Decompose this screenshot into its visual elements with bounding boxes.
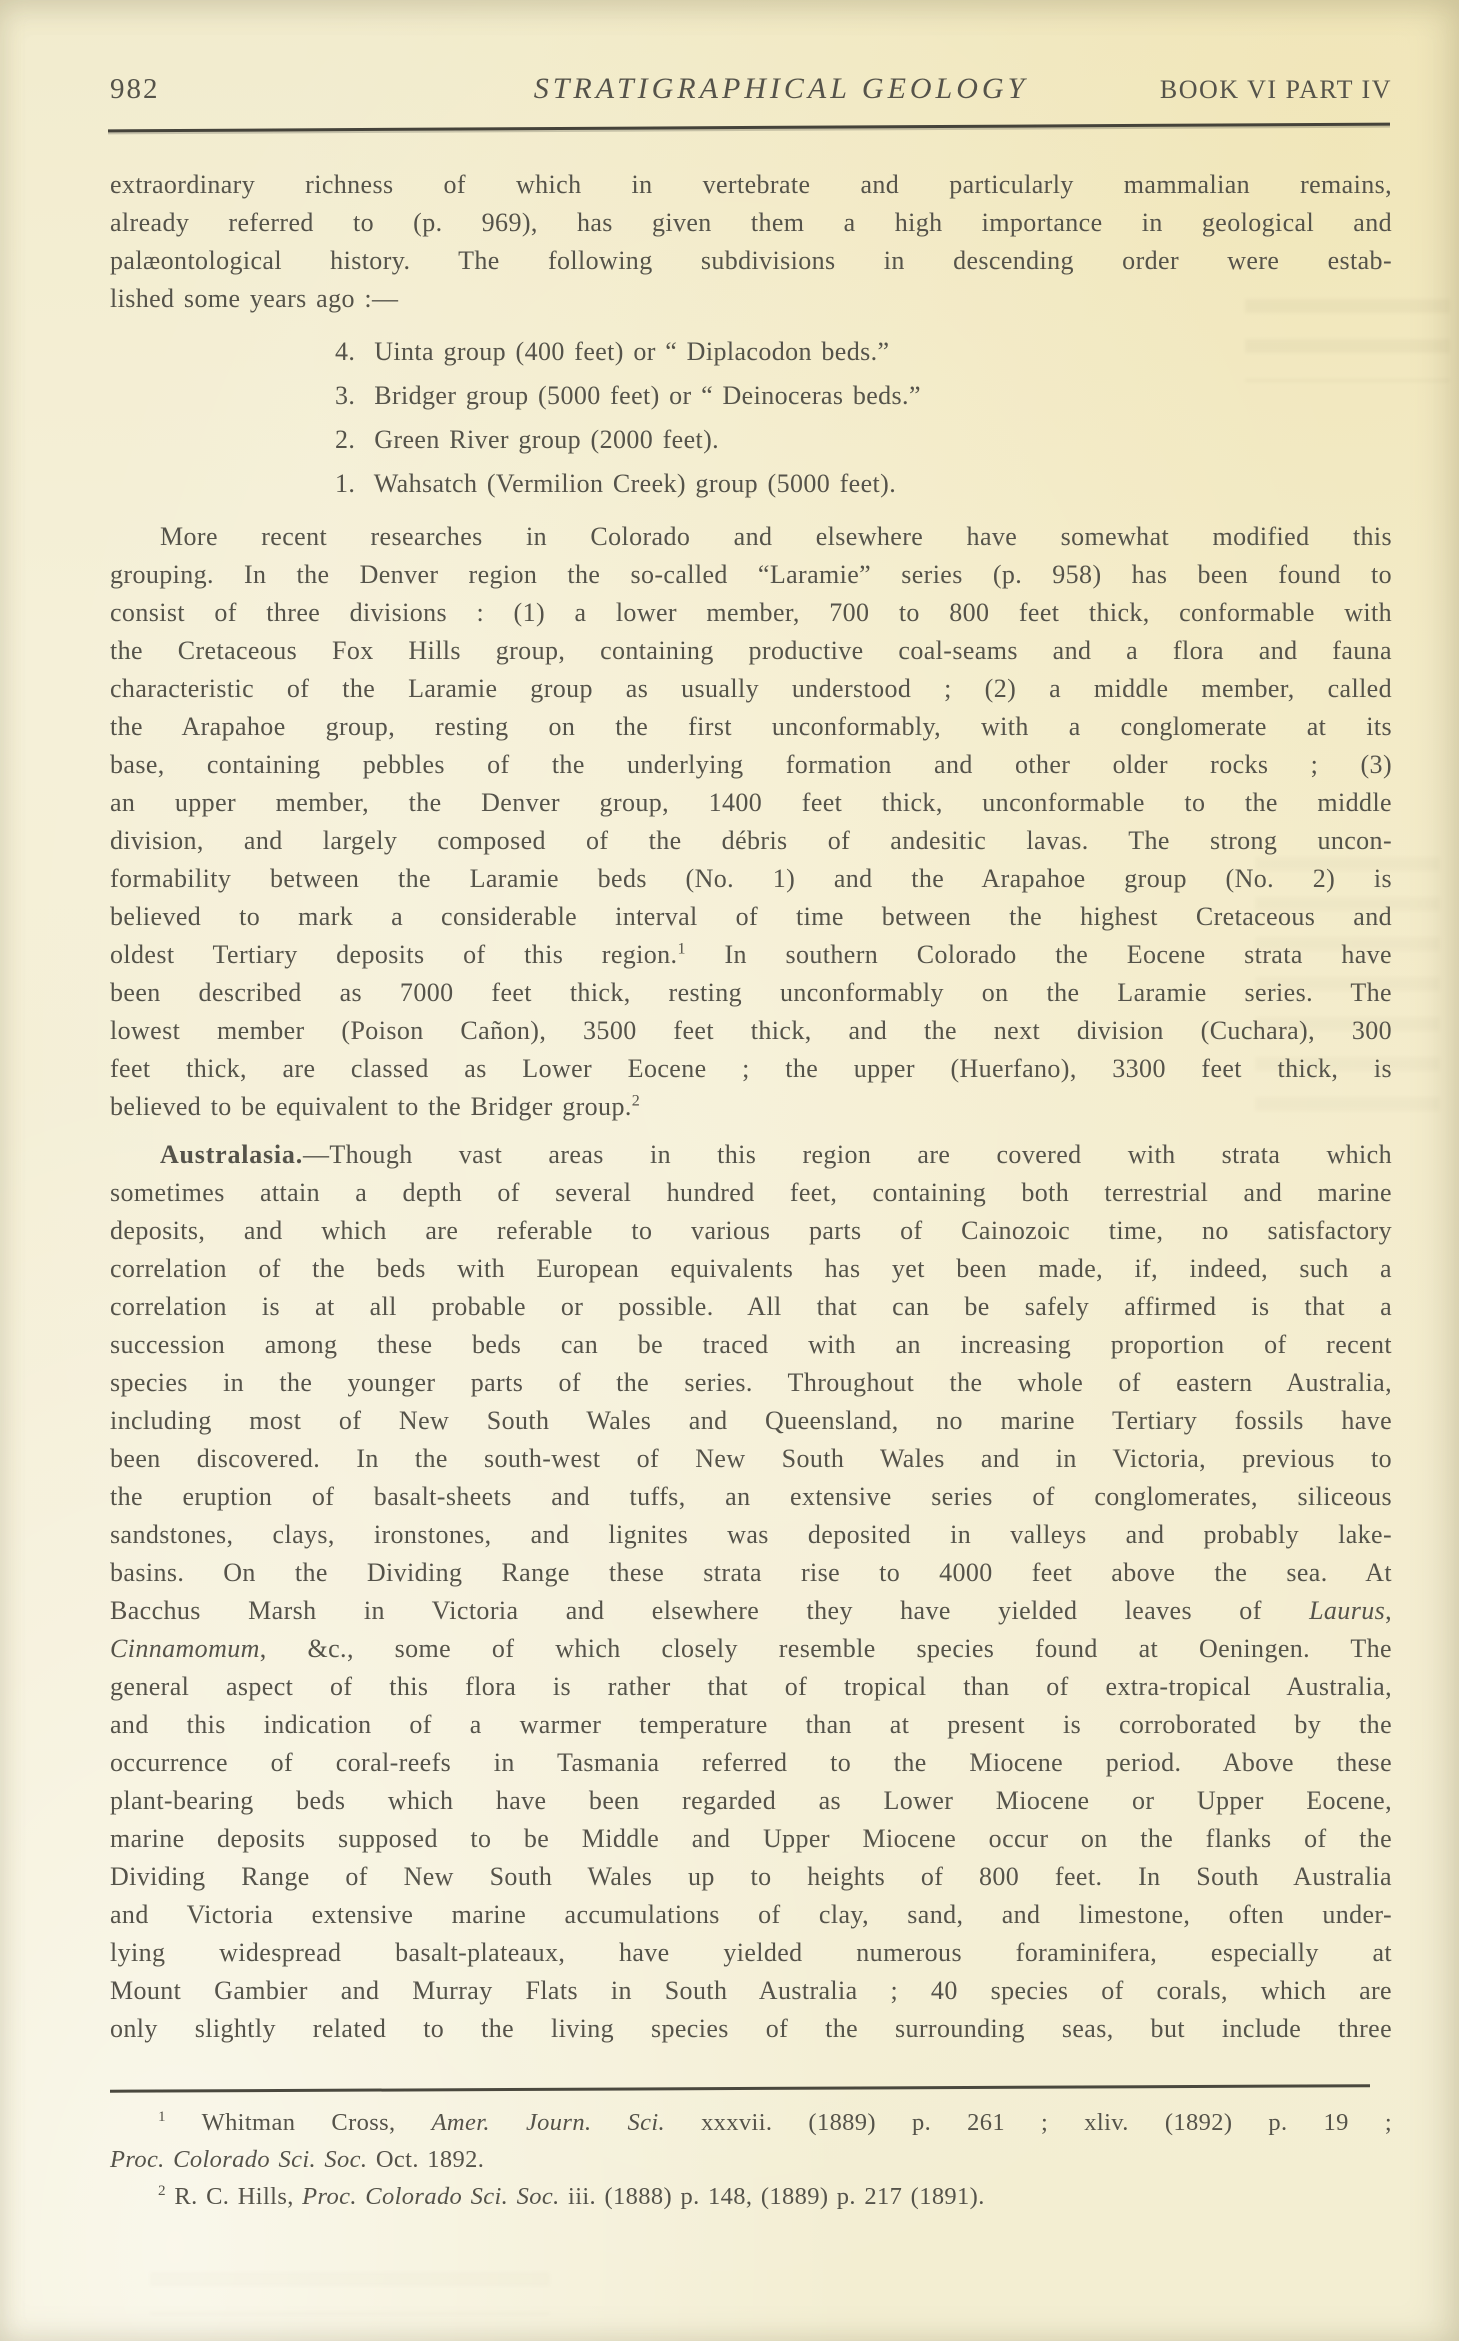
page-number: 982 — [110, 73, 160, 105]
text-line: general aspect of this flora is rather that of tropical than of extra-tropical Australia, — [110, 1672, 1392, 1701]
paragraph — [110, 166, 1392, 318]
text-line: been discovered. In the south-west of New South Wales and in Victoria, previous to — [110, 1444, 1392, 1473]
text-line: grouping. In the Denver region the so-called “Laramie” series (p. 958) has been found to — [110, 560, 1392, 589]
text-line: division, and largely composed of the débris of andesitic lavas. The strong uncon- — [110, 826, 1392, 855]
text-line: already referred to (p. 969), has given them a high importance in geological and — [110, 208, 1392, 237]
text-line: Australasia.—Though vast areas in this region are covered with strata which — [160, 1140, 1392, 1169]
text-line: succession among these beds can be traced with an increasing proportion of recent — [110, 1330, 1392, 1359]
text-line: believed to be equivalent to the Bridger group.$^2$ — [110, 1092, 641, 1121]
text-line: lowest member (Poison Cañon), 3500 feet thick, and the next division (Cuchara), 300 — [110, 1016, 1392, 1045]
text-line: oldest Tertiary deposits of this region.$^1$ In southern Colorado the Eocene strata have — [110, 940, 1392, 969]
text-line: deposits, and which are referable to various parts of Cainozoic time, no satisfactory — [110, 1216, 1392, 1245]
footnote-line: $^2$ R. C. Hills, Proc. Colorado Sci. Soc. iii. (1888) p. 148, (1889) p. 217 (1891). — [158, 2181, 985, 2210]
text-line: formability between the Laramie beds (No. 1) and the Arapahoe group (No. 2) is — [110, 864, 1392, 893]
text-line: the Cretaceous Fox Hills group, containing productive coal-seams and a flora and fauna — [110, 636, 1392, 665]
text-line: sandstones, clays, ironstones, and lignites was deposited in valleys and probably lake- — [110, 1520, 1392, 1549]
text-line: correlation of the beds with European equivalents has yet been made, if, indeed, such a — [110, 1254, 1392, 1283]
text-line: only slightly related to the living species of the surrounding seas, but include three — [110, 2014, 1392, 2043]
text-line: base, containing pebbles of the underlying formation and other older rocks ; (3) — [110, 750, 1392, 779]
subdivision-list — [110, 330, 1392, 506]
text-line: sometimes attain a depth of several hundred feet, containing both terrestrial and marine — [110, 1178, 1392, 1207]
text-line: plant-bearing beds which have been regarded as Lower Miocene or Upper Eocene, — [110, 1786, 1392, 1815]
text-line: consist of three divisions : (1) a lower member, 700 to 800 feet thick, conformable with — [110, 598, 1392, 627]
text-line: an upper member, the Denver group, 1400 feet thick, unconformable to the middle — [110, 788, 1392, 817]
text-line: believed to mark a considerable interval of time between the highest Cretaceous and — [110, 902, 1392, 931]
footnote-rule — [110, 2084, 1370, 2092]
text-line: More recent researches in Colorado and elsewhere have somewhat modified this — [160, 522, 1392, 551]
text-line: lying widespread basalt-plateaux, have yielded numerous foraminifera, especially at — [110, 1938, 1392, 1967]
text-line: extraordinary richness of which in vertebrate and particularly mammalian remains, — [110, 170, 1392, 199]
footnotes — [110, 2104, 1392, 2215]
text-line: Cinnamomum, &c., some of which closely resemble species found at Oeningen. The — [110, 1634, 1392, 1663]
text-line: lished some years ago :— — [110, 284, 399, 313]
page-header — [110, 72, 1392, 106]
body-text — [110, 166, 1392, 2048]
text-line: marine deposits supposed to be Middle and Upper Miocene occur on the flanks of the — [110, 1824, 1392, 1853]
text-line: correlation is at all probable or possible. All that can be safely affirmed is that a — [110, 1292, 1392, 1321]
list-item: 1. Wahsatch (Vermilion Creek) group (5000 feet). — [335, 469, 897, 498]
text-line: basins. On the Dividing Range these strata rise to 4000 feet above the sea. At — [110, 1558, 1392, 1587]
text-line: and Victoria extensive marine accumulations of clay, sand, and limestone, often under- — [110, 1900, 1392, 1929]
footnote-line: Proc. Colorado Sci. Soc. Oct. 1892. — [110, 2146, 485, 2173]
text-line: species in the younger parts of the series. Throughout the whole of eastern Australia, — [110, 1368, 1392, 1397]
list-item: 3. Bridger group (5000 feet) or “ Deinoceras beds.” — [335, 381, 921, 410]
text-line: Dividing Range of New South Wales up to heights of 800 feet. In South Australia — [110, 1862, 1392, 1891]
text-line: including most of New South Wales and Queensland, no marine Tertiary fossils have — [110, 1406, 1392, 1435]
text-line: characteristic of the Laramie group as usually understood ; (2) a middle member, called — [110, 674, 1392, 703]
book-part-label: BOOK VI PART IV — [1159, 75, 1392, 104]
header-rule — [108, 123, 1390, 133]
text-line: been described as 7000 feet thick, resting unconformably on the Laramie series. The — [110, 978, 1392, 1007]
text-line: feet thick, are classed as Lower Eocene ; the upper (Huerfano), 3300 feet thick, is — [110, 1054, 1392, 1083]
list-item: 2. Green River group (2000 feet). — [335, 425, 720, 454]
show-through-artifact — [150, 2255, 550, 2315]
footnote-line: $^1$ Whitman Cross, Amer. Journ. Sci. xxxvii. (1889) p. 261 ; xliv. (1892) p. 19 ; — [158, 2107, 1393, 2136]
text-line: palæontological history. The following subdivisions in descending order were estab- — [110, 246, 1392, 275]
list-item: 4. Uinta group (400 feet) or “ Diplacodon beds.” — [335, 337, 890, 366]
text-line: Mount Gambier and Murray Flats in South Australia ; 40 species of corals, which are — [110, 1976, 1392, 2005]
text-line: occurrence of coral-reefs in Tasmania referred to the Miocene period. Above these — [110, 1748, 1392, 1777]
paragraph — [110, 1136, 1392, 2048]
text-line: the eruption of basalt-sheets and tuffs, an extensive series of conglomerates, siliceous — [110, 1482, 1392, 1511]
paragraph — [110, 518, 1392, 1126]
text-line: Bacchus Marsh in Victoria and elsewhere they have yielded leaves of Laurus, — [110, 1596, 1392, 1625]
text-line: the Arapahoe group, resting on the first unconformably, with a conglomerate at its — [110, 712, 1392, 741]
text-line: and this indication of a warmer temperature than at present is corroborated by the — [110, 1710, 1392, 1739]
running-title: STRATIGRAPHICAL GEOLOGY — [533, 72, 1029, 105]
